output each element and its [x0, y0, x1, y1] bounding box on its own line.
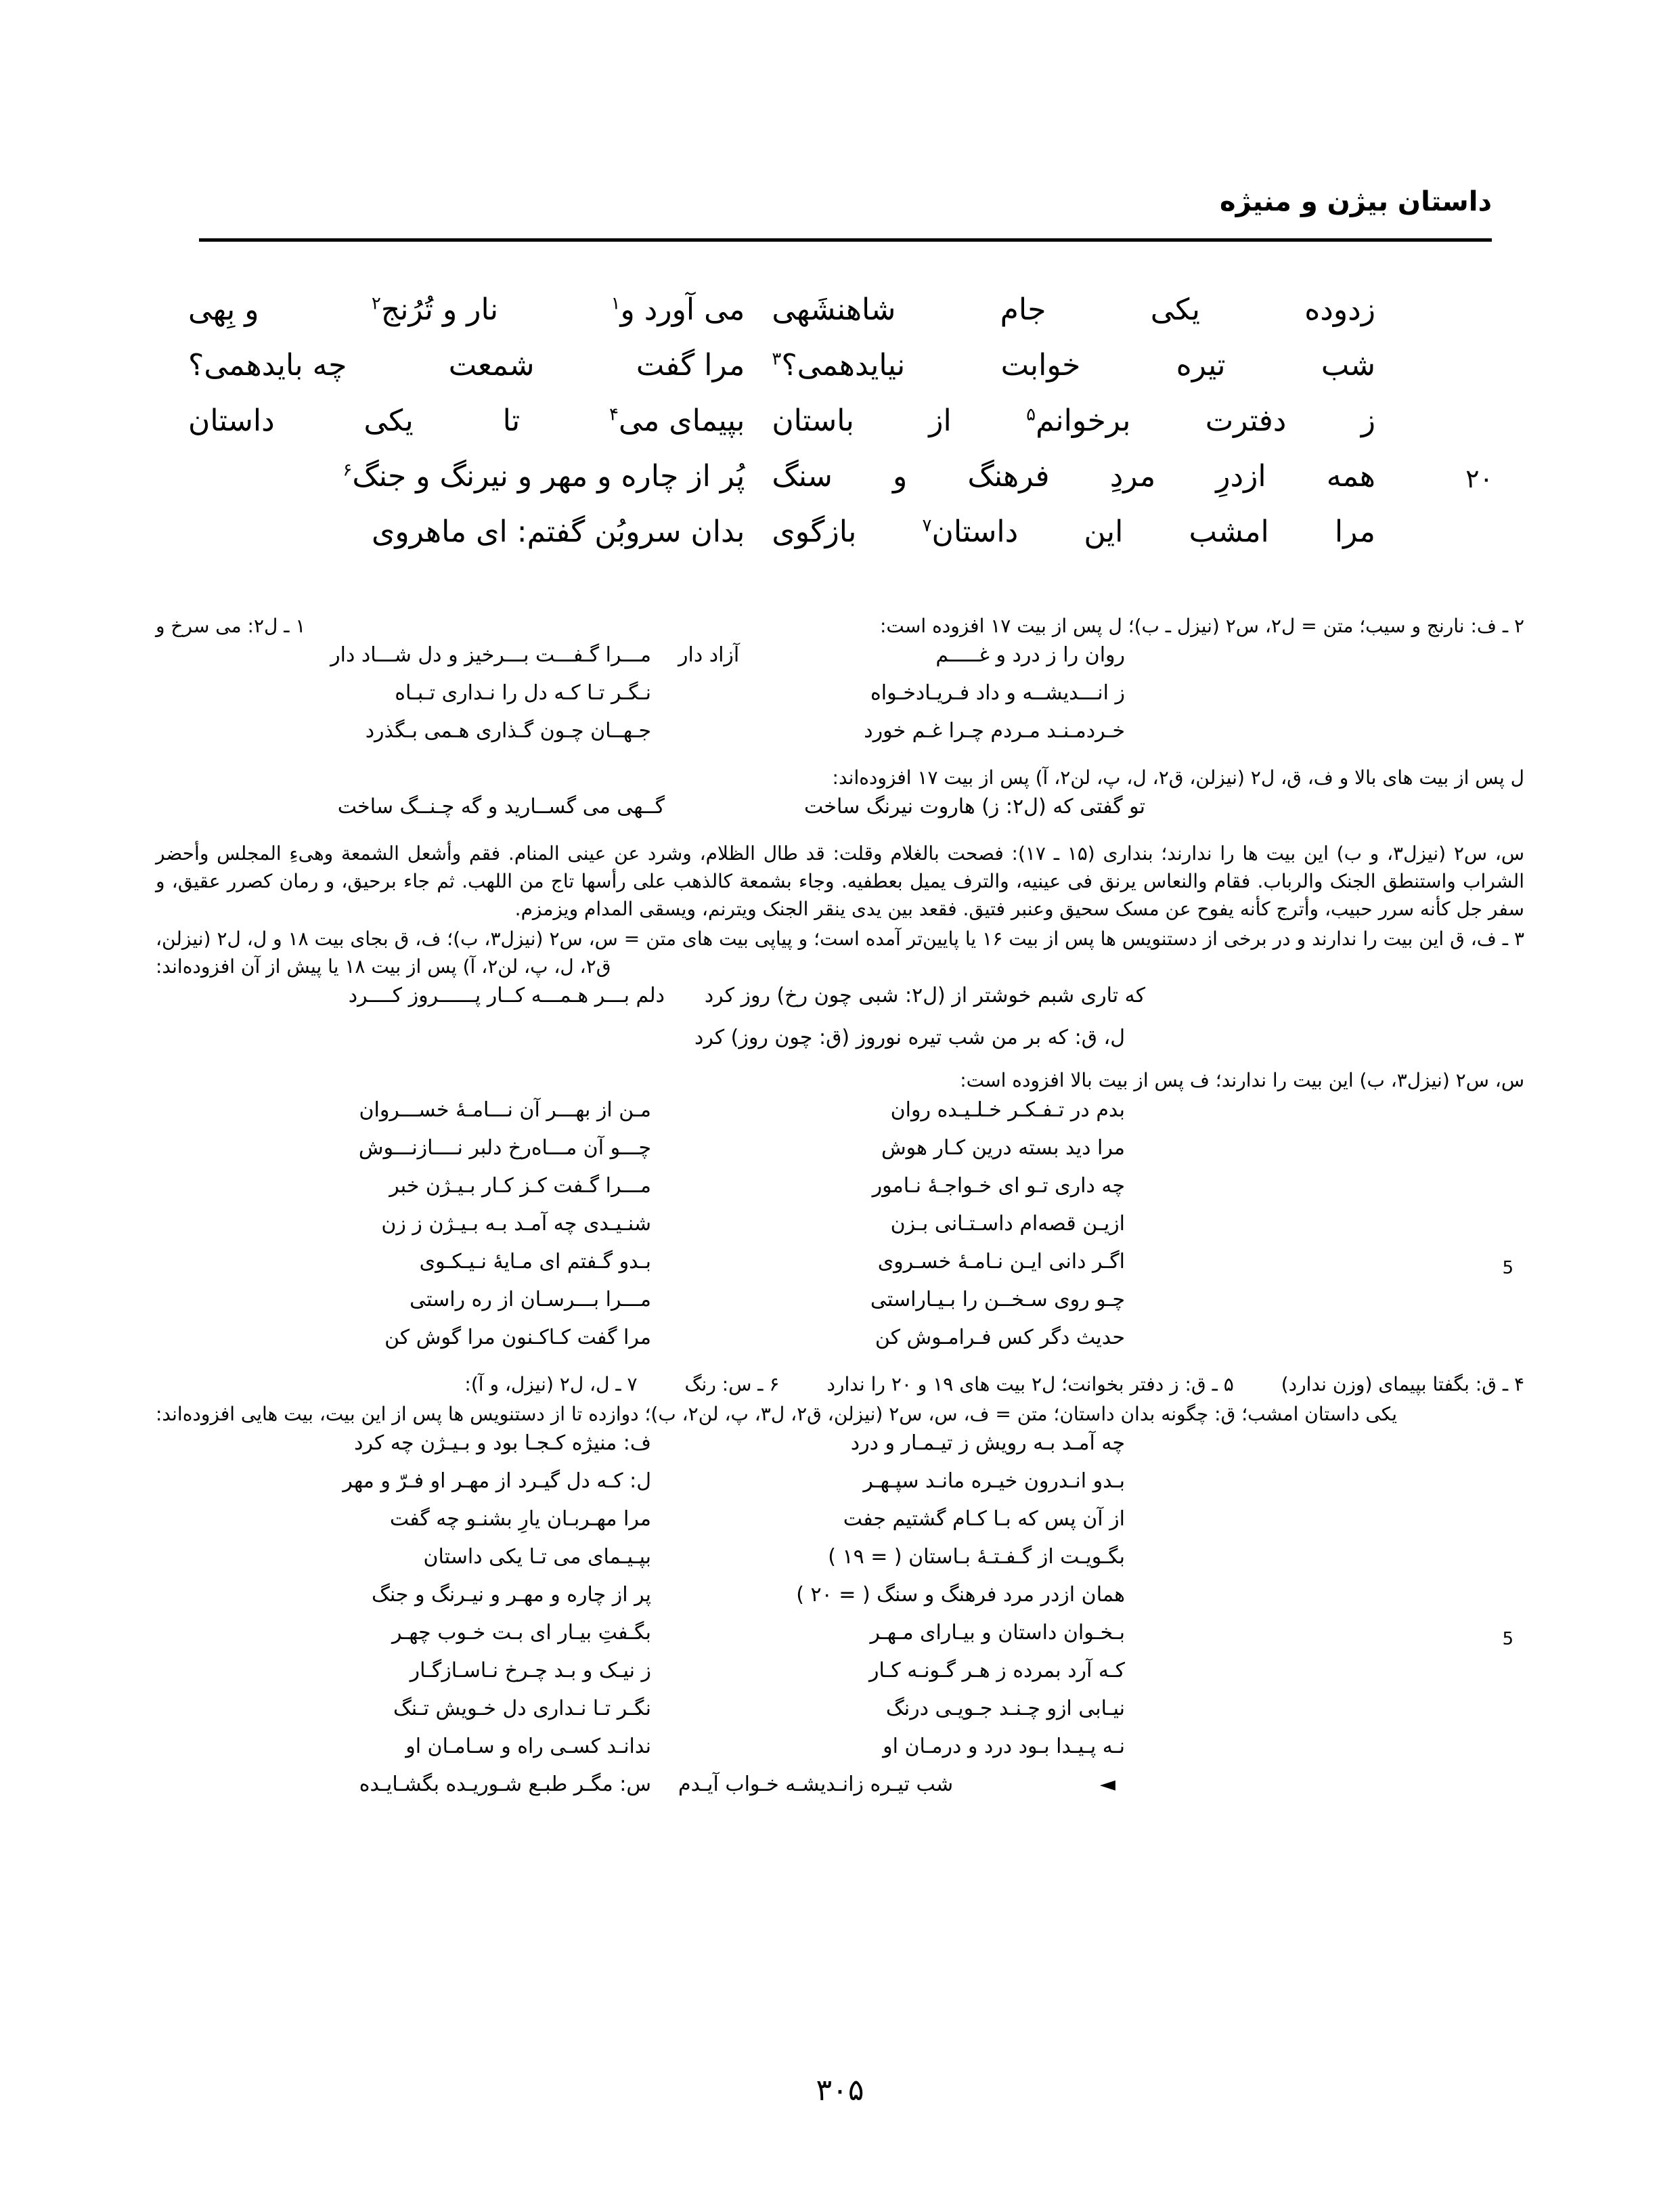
- footnote-marker: ۲: [371, 293, 381, 314]
- quoted-hemistich-first: [678, 797, 1145, 817]
- quoted-word: مـن از بهـــر آن نـــامـهٔ خســـروان: [359, 1097, 651, 1122]
- hemistich-second: [188, 292, 745, 327]
- quoted-word: دلم بـــر هـمـــه کــار پــــــروز کــــرد: [348, 984, 665, 1008]
- hemistich-word: دفترت: [1205, 404, 1287, 438]
- quoted-hemistich-second: [211, 1433, 651, 1454]
- quoted-hemistich-second: [211, 1772, 651, 1797]
- quoted-word: گــهی می گســارید و گه چـنــگ ساخت: [337, 795, 665, 819]
- quoted-hemistich-first: [678, 1737, 1125, 1757]
- quoted-couplet: [156, 1325, 1524, 1366]
- quoted-hemistich-first: [678, 645, 1125, 666]
- quoted-hemistich-first: [678, 1211, 1125, 1236]
- quoted-word: چـو روی سـخــن را بـیـاراستی: [870, 1287, 1125, 1311]
- hemistich-word: فرهنگ: [967, 459, 1050, 494]
- quoted-word: جـهــان چـون گـذاری هـمی بـگذرد: [365, 718, 651, 743]
- hemistich-word: مرا: [1334, 515, 1375, 549]
- hemistich-word: بپیمای می$^۴$: [609, 404, 745, 438]
- footnote-marker: ۶: [342, 460, 353, 481]
- apparatus-paragraph-3: س، س۲ (نیزل۳، ب) این بیت را ندارند؛ ف پس از بیت بالا افزوده است:: [960, 1069, 1524, 1092]
- quoted-couplet-group-1: [156, 645, 1524, 759]
- quoted-word: بگـفتِ بیـار ای بـت خـوب چهـر: [391, 1621, 651, 1645]
- quoted-couplet: [156, 1135, 1524, 1176]
- hemistich-second: [188, 348, 745, 383]
- quoted-hemistich-first: [678, 1287, 1125, 1311]
- quoted-hemistich-first: [678, 1772, 1125, 1797]
- hemistich-word: سنگ: [772, 459, 833, 494]
- quoted-hemistich-first: [678, 1471, 1125, 1492]
- quoted-hemistich-first: [678, 1661, 1125, 1681]
- header-rule: [199, 238, 1492, 242]
- hemistich-word: جام: [1000, 292, 1046, 327]
- quoted-couplet: [156, 797, 1524, 835]
- quoted-word: ز انـــدیشــه و داد فـریـادخـواه: [870, 680, 1125, 705]
- footnote-marker: ۱: [611, 293, 621, 314]
- quoted-hemistich-second: [198, 797, 665, 817]
- hemistich-word: و: [893, 459, 908, 494]
- quoted-hemistich-second: [211, 1585, 651, 1605]
- quoted-word: ندانـد کسـی راه و سـامـان او: [405, 1735, 651, 1759]
- quoted-couplet: [156, 1433, 1524, 1471]
- hemistich-word: باستان: [772, 404, 854, 438]
- quoted-hemistich-first: [678, 1173, 1125, 1198]
- hemistich-word: امشب: [1189, 515, 1269, 549]
- verse-row: [188, 459, 1493, 517]
- quoted-hemistich-first: [678, 1097, 1125, 1122]
- hemistich-word: زدوده: [1304, 292, 1375, 327]
- quoted-hemistich-first: [678, 1623, 1125, 1643]
- quoted-couplet: [156, 1211, 1524, 1252]
- quoted-word: خـردمـنـد مـردم چـرا غـم خورد: [864, 718, 1125, 743]
- footnote-marker: ۵: [1026, 404, 1036, 425]
- quoted-couplet-group-5: [156, 1433, 1524, 1812]
- hemistich-word: داستان$^۷$: [922, 515, 1019, 549]
- hemistich-first: [772, 348, 1375, 383]
- quoted-couplet: [156, 1772, 1524, 1812]
- quoted-couplet-group-4: [156, 1097, 1524, 1366]
- quoted-hemistich-first: [678, 1135, 1125, 1160]
- quoted-word: مرا گفت کـاکـنون مرا گوش کن: [384, 1325, 651, 1349]
- apparatus-entry-7: ۷ ـ ل، ل۲ (نیزل، و آ):: [464, 1372, 638, 1395]
- verse-row: [188, 292, 1492, 351]
- quoted-word: شب تیـره زانـدیشـه خـواب آیـدم: [678, 1772, 954, 1797]
- quoted-hemistich-first: [678, 1433, 1125, 1454]
- main-verse-block: [188, 292, 1493, 573]
- hemistich-word: مردِ: [1109, 459, 1156, 494]
- quoted-word: بـخـوان داستان و بیـارای مـهـر: [870, 1621, 1125, 1645]
- quoted-word: چـــو آن مـــاه‌رخ دلبر نــــازنـــوش: [358, 1135, 651, 1160]
- hemistich-word: خوابت: [1000, 348, 1081, 383]
- quoted-word: شنـیـدی چه آمـد بـه بـیـژن ز زن: [381, 1211, 651, 1236]
- quoted-word: بگـویـت از گـفـتـهٔ بـاستان ( = ۱۹ ): [828, 1545, 1125, 1569]
- quoted-word: از آن پس که بـا کـام گشتیم جفت: [843, 1507, 1125, 1531]
- hemistich-word: یکی: [363, 404, 414, 438]
- quoted-word: نـه پـیـدا بـود درد و درمـان او: [883, 1735, 1125, 1759]
- quoted-hemistich-first: [678, 1585, 1125, 1605]
- quoted-hemistich-second: [211, 1509, 651, 1529]
- verse-row: [188, 517, 1492, 573]
- quoted-word: نیـابی ازو چـنـد جـویـی درنگ: [885, 1697, 1125, 1721]
- apparatus-entry-1: ۱ ـ ل۲: می سرخ و: [156, 615, 306, 637]
- hemistich-word: این: [1084, 515, 1124, 549]
- quoted-word: بپـیـمای می تـا یکی داستان: [423, 1545, 651, 1569]
- hemistich-word: شاهنشَهی: [772, 292, 896, 327]
- hemistich-word: ازدرِ: [1216, 459, 1266, 494]
- quoted-word: ز نیـک و بـد چـرخ نـاسـازگـار: [410, 1659, 651, 1683]
- quoted-hemistich-second: [211, 1287, 651, 1311]
- hemistich-second: [188, 459, 745, 494]
- quoted-couplet: [156, 1097, 1524, 1138]
- apparatus-entry-5: ۵ ـ ق: ز دفتر بخوانت؛ ل۲ بیت های ۱۹ و ۲۰ را ندارد: [826, 1372, 1234, 1395]
- footnote-marker: ۳: [772, 349, 782, 370]
- quoted-word: بـدو گـفتم ای مـایهٔ نـیـکـوی: [419, 1249, 651, 1273]
- quoted-word: مـــرا بـــرسـان از ره راستی: [410, 1287, 651, 1311]
- quoted-couplet: [156, 1737, 1524, 1775]
- quoted-hemistich-second: [211, 718, 651, 743]
- verse-row: [188, 348, 1492, 406]
- hemistich-word: و بِهی: [188, 292, 259, 327]
- quoted-couplet-group-2: [156, 797, 1524, 835]
- quoted-couplet: [156, 680, 1524, 721]
- hemistich-word: تیره: [1176, 348, 1226, 383]
- quoted-word: ف: منیژه کـجـا بود و بـیـژن چه کرد: [354, 1431, 651, 1456]
- quoted-hemistich-first: [678, 1509, 1125, 1529]
- quoted-hemistich-second: [211, 1547, 651, 1567]
- quoted-couplet: [156, 1585, 1524, 1623]
- quoted-couplet: [156, 1547, 1524, 1585]
- hemistich-word: نار و تُرُنج$^۲$: [371, 292, 499, 327]
- quoted-word: کـه آرد بمرده ز هـر گـونـه کـار: [868, 1659, 1125, 1683]
- quoted-line-number: 5: [1502, 1257, 1513, 1278]
- quoted-variant-line: [156, 1024, 1524, 1062]
- quoted-couplet: [156, 1661, 1524, 1699]
- apparatus-entry-3: ۳ ـ ف، ق این بیت را ندارند و در برخی از دستنویس ها پس از بیت ۱۶ یا پایین‌تر آمده است؛ و پیاپی بیت های متن = س، س۲ (نیزل۳، ب)؛ ف، ق بجای بیت ۱۸ و ل، ل۲ (نیزلن، ق۲، ل، پ، لن۲، آ) پس از بیت ۱۸ یا پیش از آن افزوده‌اند:: [156, 928, 1524, 978]
- hemistich-word: ز: [1361, 404, 1375, 438]
- quoted-hemistich-second: [211, 1737, 651, 1757]
- quoted-word: که تاری شبم خوشتر از (ل۲: شبی چون رخ) روز کرد: [704, 984, 1145, 1008]
- hemistich-word: بدان سروبُن گفتم: ای ماهروی: [371, 515, 745, 549]
- hemistich-first: [772, 406, 1375, 436]
- quoted-couplet: [156, 986, 1524, 1024]
- quoted-hemistich-first: [678, 1249, 1125, 1273]
- apparatus-entry-row: [156, 613, 1524, 640]
- quoted-hemistich-second: [211, 1097, 651, 1122]
- apparatus-paragraph-2-arabic: س، س۲ (نیزل۳، و ب) این بیت ها را ندارند؛ بنداری (۱۵ ـ ۱۷): فصحت بالغلام وقلت: قد طال الظلام، وشرد عن عینی المنام. فقم وأشعل الشمعة وهیءِ المجلس وأحضر الشراب واستنطق الجنک والرباب. فقام والنعاس یرنق فی عینیه، والترف یمیل بعطفیه. وجاء بشمعة کالذهب علی رأسها تاج من اللهب. ثم جاء برحیق، و رمان کصرر عقیق، و سفر جل کأنه سرر حبیب، وأترج کأنه یفوح عن مسک سحیق وعنبر فتیق. فقعد بین یدی ینقر الجنک ویترنم، ویسقی المدام ویزمزم.: [156, 842, 1525, 920]
- hemistich-word: شمعت: [448, 348, 535, 383]
- hemistich-word: می آورد و$^۱$: [611, 292, 745, 327]
- quoted-word: بـدو انـدرون خیـره مانـد سپـهـر: [863, 1469, 1125, 1494]
- quoted-word: مـــرا گـفت کـز کـار بـیـژن خبر: [389, 1173, 651, 1198]
- hemistich-first: [772, 459, 1375, 494]
- hemistich-second: [188, 406, 745, 436]
- quoted-word: نگـر تـا نـداری دل خـویش تـنگ: [393, 1697, 651, 1721]
- folio-number: ۳۰۵: [816, 2073, 864, 2108]
- quoted-couplet: [156, 1509, 1524, 1547]
- quoted-word: نـگـر تـا کـه دل را نـداری تـبـاه: [395, 680, 651, 705]
- hemistich-word: از: [929, 404, 952, 438]
- hemistich-word: یکی: [1150, 292, 1200, 327]
- footnote-marker: ۷: [922, 515, 932, 536]
- continuation-arrow-icon: ◄: [1099, 1772, 1115, 1797]
- hemistich-second: [188, 517, 745, 547]
- quoted-hemistich-second: [211, 1325, 651, 1349]
- quoted-word: تو گفتی که (ل۲: ز) هاروت نیرنگ ساخت: [803, 795, 1145, 819]
- running-head: داستان بیژن و منیژه: [1220, 186, 1492, 217]
- quoted-hemistich-first: [678, 1325, 1125, 1349]
- quoted-word: بدم در تـفـکـر خـلـیـده روان: [890, 1097, 1125, 1122]
- quoted-hemistich-second: [211, 645, 651, 666]
- hemistich-word: تا: [502, 404, 521, 438]
- quoted-word: اگـر دانی ایـن نـامـهٔ خسـروی: [877, 1249, 1125, 1273]
- hemistich-first: [772, 292, 1375, 327]
- apparatus-entry-row: [156, 1371, 1524, 1398]
- quoted-hemistich-first: [678, 1699, 1125, 1719]
- quoted-couplet: [156, 645, 1524, 683]
- critical-apparatus: [156, 613, 1524, 1818]
- quoted-word: روان را ز درد و غـــــم: [935, 643, 1125, 667]
- quoted-couplet: [156, 1699, 1524, 1737]
- hemistich-word: مرا گفت: [636, 348, 745, 383]
- quoted-word: چه آمـد بـه رویش ز تیـمـار و درد: [850, 1431, 1125, 1456]
- apparatus-entry-4: ۴ ـ ق: بگفتا بپیمای (وزن ندارد): [1281, 1372, 1524, 1395]
- apparatus-entry-2: ۲ ـ ف: نارنج و سیب؛ متن = ل۲، س۲ (نیزل ـ ب)؛ ل پس از بیت ۱۷ افزوده است:: [880, 615, 1524, 637]
- quoted-hemistich-second: [211, 1173, 651, 1198]
- quoted-variant-text: ل، ق: که بر من شب تیره نوروز (ق: چون روز) کرد: [694, 1026, 1125, 1050]
- hemistich-word: چه بایدهمی؟: [188, 348, 347, 383]
- verse-row: [188, 406, 1492, 462]
- quoted-word: مرا دید بسته درین کـار هوش: [881, 1135, 1125, 1160]
- quoted-hemistich-second: [211, 1699, 651, 1719]
- quoted-hemistich-second: [211, 1661, 651, 1681]
- quoted-hemistich-second: [211, 1623, 651, 1643]
- hemistich-word: نیایدهمی؟$^۳$: [772, 348, 906, 383]
- quoted-word: همان ازدر مرد فرهنگ و سنگ ( = ۲۰ ): [796, 1583, 1125, 1607]
- quoted-hemistich-second: [211, 1211, 651, 1236]
- quoted-couplet: [156, 1471, 1524, 1509]
- quoted-couplet: [156, 1287, 1524, 1328]
- quoted-line-number: 5: [1502, 1629, 1513, 1650]
- quoted-couplet: [156, 1249, 1524, 1290]
- hemistich-word: داستان: [188, 404, 275, 438]
- hemistich-word: پُر از چاره و مهر و نیرنگ و جنگ$^۶$: [342, 459, 745, 494]
- quoted-hemistich-second: [211, 680, 651, 705]
- quoted-word: حدیث دگر کس فـرامـوش کن: [875, 1325, 1125, 1349]
- hemistich-word: بازگوی: [772, 515, 857, 549]
- quoted-word: آزاد دار: [678, 643, 740, 667]
- quoted-hemistich-second: [211, 1471, 651, 1492]
- quoted-couplet: [156, 718, 1524, 759]
- footnote-marker: ۴: [609, 404, 619, 425]
- quoted-word: پر از چاره و مهـر و نیـرنگ و جنگ: [372, 1583, 651, 1607]
- hemistich-word: برخوانم$^۵$: [1026, 404, 1131, 438]
- quoted-hemistich-second: [211, 1249, 651, 1273]
- verse-line-number: ۲۰: [1465, 464, 1493, 494]
- quoted-hemistich-first: [678, 1547, 1125, 1567]
- quoted-word: چه داری تـو ای خـواجـهٔ نـامور: [872, 1173, 1125, 1198]
- quoted-word: ازیـن قصه‌ام داسـتـانی بـزن: [890, 1211, 1125, 1236]
- quoted-hemistich-second: [211, 1135, 651, 1160]
- apparatus-paragraph-4: یکی داستان امشب؛ ق: چگونه بدان داستان؛ متن = ف، س، س۲ (نیزلن، ق۲، ل۳، پ، لن۲، ب)؛ دوازده تا از دستنویس ها پس از این بیت، بیت هایی افزوده‌اند:: [156, 1402, 1398, 1425]
- quoted-couplet: [156, 1173, 1524, 1214]
- quoted-word: س: مگـر طبـع شـوریـده بگشـایـده: [359, 1772, 651, 1797]
- hemistich-word: همه: [1326, 459, 1375, 494]
- hemistich-word: شب: [1321, 348, 1375, 383]
- quoted-hemistich-first: [678, 718, 1125, 743]
- quoted-word: مرا مهـربـان یارِ بشنـو چه گفت: [389, 1507, 651, 1531]
- quoted-hemistich-second: [198, 986, 665, 1006]
- quoted-hemistich-first: [678, 986, 1145, 1006]
- apparatus-entry-6: ۶ ـ س: رنگ: [684, 1372, 780, 1395]
- hemistich-first: [772, 517, 1375, 547]
- quoted-word: ل: کـه دل گیـرد از مهـر او فـرّ و مهر: [342, 1469, 651, 1494]
- quoted-couplet-group-3: [156, 986, 1524, 1062]
- apparatus-paragraph-1: ل پس از بیت های بالا و ف، ق، ل۲ (نیزلن، ق۲، ل، پ، لن۲، آ) پس از بیت ۱۷ افزوده‌اند:: [832, 766, 1524, 789]
- quoted-word: مـــرا گـفـــت بـــرخیز و دل شـــاد دار: [330, 643, 651, 667]
- quoted-couplet: [156, 1623, 1524, 1661]
- quoted-hemistich-first: [678, 680, 1125, 705]
